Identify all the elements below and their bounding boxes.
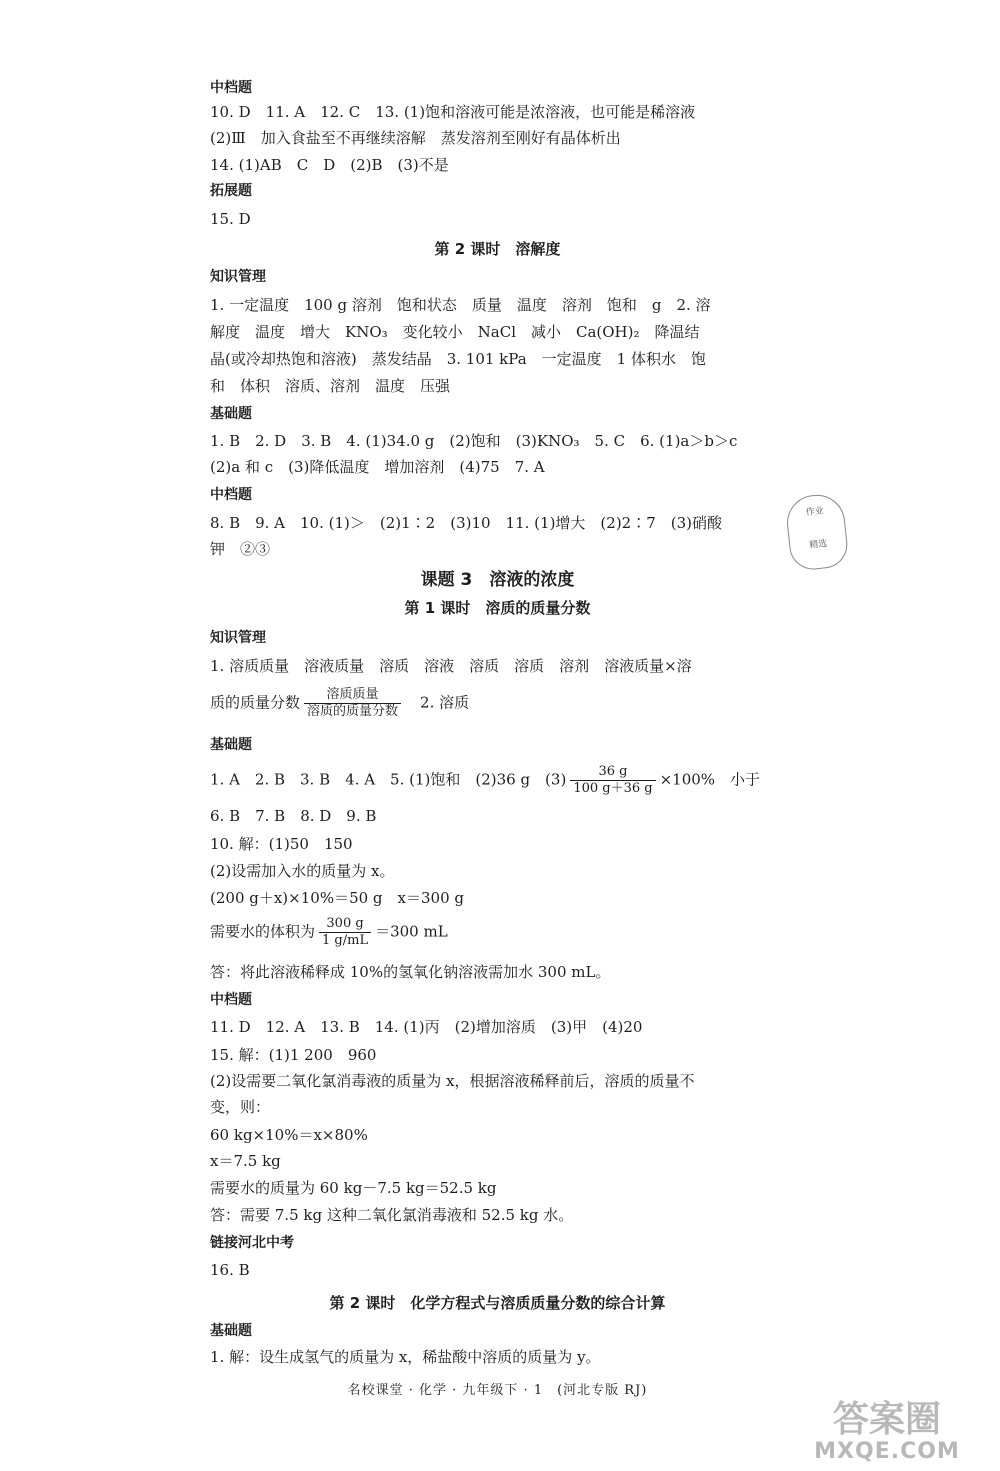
answer-text: 需要水的体积为 (210, 922, 316, 941)
answer-line (210, 764, 785, 797)
answer-text: 15. D (210, 210, 251, 228)
lesson-title-label: 第 2 课时 化学方程式与溶质质量分数的综合计算 (329, 1294, 666, 1312)
answer-text: 变，则： (210, 1098, 271, 1116)
section-heading (210, 181, 785, 201)
section-heading-label: 拓展题 (210, 183, 252, 199)
seal-top-text: 作业 (805, 506, 825, 519)
answer-line (210, 457, 785, 477)
answer-text: 1. 一定温度 100 g 溶剂 饱和状态 质量 温度 溶剂 饱和 g 2. 溶 (210, 296, 711, 314)
answer-line (210, 431, 785, 451)
section-heading (210, 1233, 785, 1253)
section-heading (210, 78, 785, 98)
lesson-title (210, 239, 785, 259)
answer-text: 钾 ②③ (210, 540, 271, 558)
answer-text: (200 g＋x)×10%＝50 g x＝300 g (210, 889, 464, 907)
page-footer: 名校课堂 · 化学 · 九年级下 · 1 (河北专版 RJ) (347, 1383, 648, 1398)
answer-line (210, 1347, 785, 1367)
answer-text: 答：将此溶液稀释成 10%的氢氧化钠溶液需加水 300 mL。 (210, 963, 611, 981)
fraction-trailing-text: 2. 溶质 (405, 693, 470, 712)
answer-line (210, 128, 785, 148)
answer-text: 6. B 7. B 8. D 9. B (210, 807, 377, 825)
answer-line (210, 1045, 785, 1065)
fraction-numerator: 溶质质量 (304, 687, 401, 704)
answer-line (210, 1097, 785, 1117)
lesson-title (210, 1293, 785, 1313)
answer-line (210, 1151, 785, 1171)
lesson-title-label: 课题 3 溶液的浓度 (420, 570, 575, 590)
fraction-trailing-text: ＝300 mL (375, 922, 448, 941)
answer-line (210, 1205, 785, 1225)
lesson-title (210, 570, 785, 590)
answer-text: x＝7.5 kg (210, 1152, 281, 1170)
answer-text: 15. 解：(1)1 200 960 (210, 1046, 377, 1064)
watermark-url: MXQE.COM (814, 1439, 960, 1464)
answer-line (210, 1017, 785, 1037)
answer-line (210, 687, 785, 720)
answer-text: (2)设需加入水的质量为 x。 (210, 862, 395, 880)
answer-line (210, 322, 785, 342)
answer-text: 1. A 2. B 3. B 4. A 5. (1)饱和 (2)36 g (3) (210, 770, 567, 789)
answer-text: 11. D 12. A 13. B 14. (1)丙 (2)增加溶质 (3)甲 (4)20 (210, 1018, 643, 1036)
answer-line (210, 349, 785, 369)
answer-text: 60 kg×10%＝x×80% (210, 1126, 368, 1144)
answer-text: 8. B 9. A 10. (1)＞ (2)1∶2 (3)10 11. (1)增大 (2)2∶7 (3)硝酸 (210, 514, 723, 532)
answer-line (210, 656, 785, 676)
fraction (319, 916, 371, 949)
fraction-numerator: 36 g (570, 764, 655, 781)
answer-text: (2)Ⅲ 加入食盐至不再继续溶解 蒸发溶剂至刚好有晶体析出 (210, 129, 621, 147)
section-heading-label: 中档题 (210, 992, 252, 1008)
section-heading-label: 中档题 (210, 80, 252, 96)
section-heading-label: 知识管理 (210, 269, 266, 285)
section-heading (210, 1321, 785, 1341)
section-heading-label: 链接河北中考 (210, 1235, 294, 1251)
lesson-title-label: 第 1 课时 溶质的质量分数 (404, 599, 591, 617)
section-heading (210, 267, 785, 287)
watermark (792, 1400, 982, 1466)
fraction-denominator: 100 g＋36 g (573, 781, 653, 796)
seal-bottom-text: 精选 (808, 539, 828, 551)
answer-text: (2)设需要二氧化氯消毒液的质量为 x，根据溶液稀释前后，溶质的质量不 (210, 1072, 695, 1090)
section-heading-label: 基础题 (210, 1323, 252, 1339)
fraction-denominator: 溶质的质量分数 (307, 704, 399, 719)
answer-line (210, 834, 785, 854)
answer-text: 解度 温度 增大 KNO₃ 变化较小 NaCl 减小 Ca(OH)₂ 降温结 (210, 323, 700, 341)
answer-text: 质的质量分数 (210, 693, 301, 712)
watermark-title: 答案圈 (832, 1399, 941, 1440)
answer-line (210, 513, 785, 533)
answer-text: 答：需要 7.5 kg 这种二氧化氯消毒液和 52.5 kg 水。 (210, 1206, 574, 1224)
section-heading (210, 735, 785, 755)
answer-text: 1. 溶质质量 溶液质量 溶质 溶液 溶质 溶质 溶剂 溶液质量×溶 (210, 657, 692, 675)
section-heading (210, 628, 785, 648)
section-heading-label: 基础题 (210, 406, 252, 422)
section-heading (210, 485, 785, 505)
answer-text: 晶(或冷却热饱和溶液) 蒸发结晶 3. 101 kPa 一定温度 1 体积水 饱 (210, 350, 706, 368)
answer-line (210, 1178, 785, 1198)
answer-text: 和 体积 溶质、溶剂 温度 压强 (210, 377, 451, 395)
answer-line (210, 962, 785, 982)
answer-line (210, 295, 785, 315)
answer-line (210, 861, 785, 881)
answer-line (210, 539, 785, 559)
lesson-title-label: 第 2 课时 溶解度 (434, 240, 561, 258)
answer-line (210, 1071, 785, 1091)
answer-text: 1. 解：设生成氢气的质量为 x，稀盐酸中溶质的质量为 y。 (210, 1348, 601, 1366)
answer-text: 需要水的质量为 60 kg－7.5 kg＝52.5 kg (210, 1179, 497, 1197)
fraction (570, 764, 655, 797)
answer-line (210, 155, 785, 175)
answer-text: 10. D 11. A 12. C 13. (1)饱和溶液可能是浓溶液，也可能是稀溶液 (210, 103, 696, 121)
answer-text: 10. 解：(1)50 150 (210, 835, 353, 853)
section-heading-label: 基础题 (210, 737, 252, 753)
answer-line (210, 102, 785, 122)
answer-text: 14. (1)AB C D (2)B (3)不是 (210, 156, 449, 174)
section-heading-label: 中档题 (210, 487, 252, 503)
section-heading (210, 404, 785, 424)
answer-line (210, 888, 785, 908)
answer-line (210, 209, 785, 229)
answer-line (210, 916, 785, 949)
answer-text: 16. B (210, 1261, 250, 1279)
section-heading (210, 990, 785, 1010)
answer-line (210, 806, 785, 826)
fraction-trailing-text: ×100% 小于 (659, 770, 761, 789)
fraction-numerator: 300 g (319, 916, 371, 933)
stamp-seal (784, 492, 849, 572)
answer-text: (2)a 和 c (3)降低温度 增加溶剂 (4)75 7. A (210, 458, 545, 476)
answer-text: 1. B 2. D 3. B 4. (1)34.0 g (2)饱和 (3)KNO₃ 5. C 6. (1)a＞b＞c (210, 432, 738, 450)
answer-line (210, 1260, 785, 1280)
lesson-title (210, 598, 785, 618)
fraction (304, 687, 401, 720)
section-heading-label: 知识管理 (210, 630, 266, 646)
fraction-denominator: 1 g/mL (322, 933, 369, 948)
answer-line (210, 1125, 785, 1145)
answer-line (210, 376, 785, 396)
